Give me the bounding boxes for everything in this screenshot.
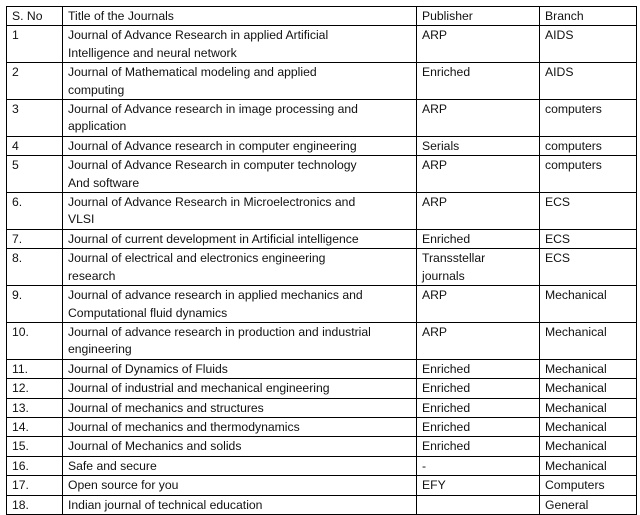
cell-branch: computers [540, 136, 637, 155]
cell-sno: 1 [7, 26, 63, 63]
cell-branch: Mechanical [540, 359, 637, 378]
table-row [7, 229, 637, 248]
table-row [7, 456, 637, 475]
table-row [7, 286, 637, 323]
cell-title: Journal of advance research in applied mechanics and Computational fluid dynamics [63, 286, 417, 323]
cell-publisher: ARP [417, 286, 540, 323]
cell-sno: 5 [7, 156, 63, 193]
journals-table [6, 6, 637, 515]
cell-branch: computers [540, 156, 637, 193]
cell-sno: 6. [7, 193, 63, 230]
cell-publisher: ARP [417, 322, 540, 359]
cell-branch: ECS [540, 193, 637, 230]
table-row [7, 359, 637, 378]
cell-title: Journal of Mechanics and solids [63, 437, 417, 456]
cell-publisher: Enriched [417, 398, 540, 417]
cell-title: Journal of Advance Research in Microelectronics and VLSI [63, 193, 417, 230]
cell-title: Journal of current development in Artificial intelligence [63, 229, 417, 248]
cell-publisher: Enriched [417, 379, 540, 398]
cell-branch: computers [540, 100, 637, 137]
table-header-row [7, 7, 637, 26]
table-row [7, 417, 637, 436]
cell-publisher: ARP [417, 26, 540, 63]
cell-title: Journal of Advance Research in computer technology And software [63, 156, 417, 193]
cell-title: Journal of Mathematical modeling and applied computing [63, 63, 417, 100]
header-publisher: Publisher [417, 7, 540, 26]
cell-sno: 8. [7, 249, 63, 286]
cell-branch: General [540, 495, 637, 514]
cell-sno: 9. [7, 286, 63, 323]
table-row [7, 249, 637, 286]
cell-title: Journal of Advance research in computer engineering [63, 136, 417, 155]
cell-branch: ECS [540, 229, 637, 248]
table-row [7, 193, 637, 230]
cell-publisher: Enriched [417, 417, 540, 436]
cell-branch: Mechanical [540, 379, 637, 398]
cell-title: Journal of electrical and electronics engineering research [63, 249, 417, 286]
cell-sno: 2 [7, 63, 63, 100]
cell-title: Open source for you [63, 476, 417, 495]
table-row [7, 156, 637, 193]
cell-sno: 11. [7, 359, 63, 378]
cell-branch: Mechanical [540, 398, 637, 417]
cell-branch: Mechanical [540, 456, 637, 475]
cell-branch: Mechanical [540, 322, 637, 359]
cell-title: Journal of Advance research in image processing and application [63, 100, 417, 137]
cell-title: Journal of Dynamics of Fluids [63, 359, 417, 378]
cell-publisher [417, 495, 540, 514]
cell-sno: 12. [7, 379, 63, 398]
cell-sno: 14. [7, 417, 63, 436]
cell-publisher: ARP [417, 100, 540, 137]
cell-branch: Mechanical [540, 417, 637, 436]
table-row [7, 26, 637, 63]
cell-publisher: Enriched [417, 359, 540, 378]
table-row [7, 322, 637, 359]
table-row [7, 495, 637, 514]
journals-table-container [6, 6, 637, 515]
cell-sno: 4 [7, 136, 63, 155]
header-sno: S. No [7, 7, 63, 26]
cell-sno: 15. [7, 437, 63, 456]
cell-publisher: Serials [417, 136, 540, 155]
cell-publisher: ARP [417, 156, 540, 193]
cell-branch: AIDS [540, 26, 637, 63]
cell-title: Journal of mechanics and thermodynamics [63, 417, 417, 436]
table-row [7, 63, 637, 100]
cell-sno: 10. [7, 322, 63, 359]
cell-branch: Mechanical [540, 286, 637, 323]
cell-publisher: Enriched [417, 63, 540, 100]
cell-publisher: Enriched [417, 437, 540, 456]
table-row [7, 100, 637, 137]
cell-sno: 18. [7, 495, 63, 514]
cell-title: Journal of mechanics and structures [63, 398, 417, 417]
cell-sno: 13. [7, 398, 63, 417]
cell-publisher: ARP [417, 193, 540, 230]
header-title: Title of the Journals [63, 7, 417, 26]
cell-branch: Mechanical [540, 437, 637, 456]
table-row [7, 476, 637, 495]
cell-title: Indian journal of technical education [63, 495, 417, 514]
cell-branch: Computers [540, 476, 637, 495]
cell-title: Safe and secure [63, 456, 417, 475]
cell-sno: 17. [7, 476, 63, 495]
table-row [7, 437, 637, 456]
cell-publisher: Transstellar journals [417, 249, 540, 286]
cell-title: Journal of advance research in production and industrial engineering [63, 322, 417, 359]
cell-publisher: Enriched [417, 229, 540, 248]
cell-sno: 3 [7, 100, 63, 137]
table-row [7, 398, 637, 417]
header-branch: Branch [540, 7, 637, 26]
cell-publisher: - [417, 456, 540, 475]
cell-branch: ECS [540, 249, 637, 286]
cell-sno: 7. [7, 229, 63, 248]
table-row [7, 136, 637, 155]
cell-publisher: EFY [417, 476, 540, 495]
cell-sno: 16. [7, 456, 63, 475]
cell-branch: AIDS [540, 63, 637, 100]
cell-title: Journal of Advance Research in applied Artificial Intelligence and neural network [63, 26, 417, 63]
table-row [7, 379, 637, 398]
cell-title: Journal of industrial and mechanical engineering [63, 379, 417, 398]
